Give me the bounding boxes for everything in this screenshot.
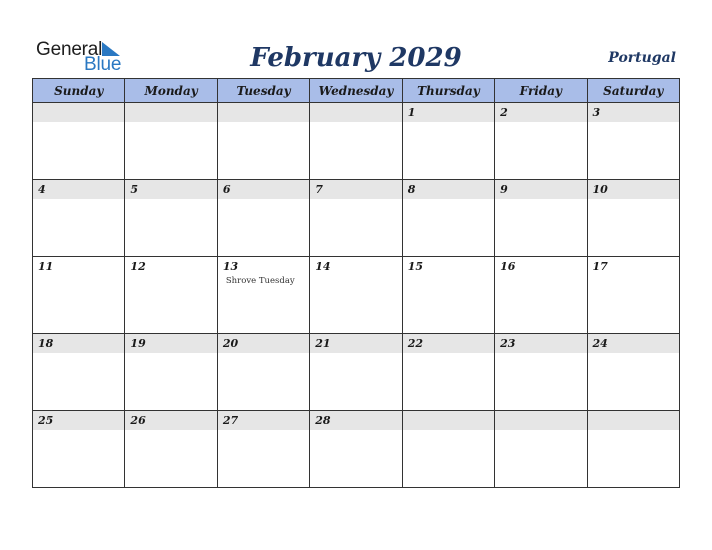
day-number: 23 (500, 337, 516, 350)
day-cell (310, 411, 402, 488)
week-row (33, 257, 680, 334)
day-number: 12 (130, 260, 146, 273)
day-cell (402, 180, 494, 257)
day-number: 20 (222, 337, 239, 350)
day-cell (125, 411, 217, 488)
day-cell (125, 180, 217, 257)
weekday-header: Sunday (33, 79, 125, 103)
day-cell (33, 103, 125, 180)
day-number: 26 (130, 414, 146, 427)
weekday-header: Saturday (587, 79, 679, 103)
day-cell (587, 334, 679, 411)
weekday-header: Monday (125, 79, 217, 103)
country-label: Portugal (608, 50, 676, 66)
day-number: 10 (592, 183, 608, 196)
week-row (33, 103, 680, 180)
day-cell (310, 257, 402, 334)
day-number: 14 (315, 260, 331, 273)
day-number: 18 (38, 337, 54, 350)
day-number: 8 (407, 183, 416, 196)
day-cell (495, 180, 587, 257)
day-number: 19 (130, 337, 146, 350)
day-number: 4 (38, 183, 46, 196)
weekday-header: Thursday (402, 79, 494, 103)
day-cell (587, 180, 679, 257)
day-cell (495, 411, 587, 488)
day-cell (33, 334, 125, 411)
day-cell (33, 257, 125, 334)
day-number: 21 (315, 337, 331, 350)
day-cell (217, 411, 309, 488)
logo-text-general: General (36, 39, 103, 60)
day-number: 11 (38, 260, 54, 273)
weekday-header: Wednesday (310, 79, 402, 103)
day-number: 1 (407, 106, 416, 119)
day-number: 15 (407, 260, 423, 273)
day-cell (33, 180, 125, 257)
weekday-header: Tuesday (217, 79, 309, 103)
day-cell (217, 180, 309, 257)
day-cell (495, 103, 587, 180)
day-number: 2 (500, 106, 508, 119)
day-cell (495, 257, 587, 334)
day-cell (402, 334, 494, 411)
day-number: 13 (222, 260, 239, 273)
day-cell (402, 103, 494, 180)
day-number: 9 (500, 183, 508, 196)
holiday-label: Shrove Tuesday (225, 276, 295, 286)
day-number: 3 (592, 106, 601, 119)
day-cell (217, 257, 309, 334)
day-number: 6 (222, 183, 231, 196)
day-number: 5 (130, 183, 139, 196)
day-cell (217, 334, 309, 411)
day-number: 7 (315, 183, 323, 196)
day-number: 16 (500, 260, 516, 273)
day-number: 25 (38, 414, 54, 427)
day-cell (402, 411, 494, 488)
day-cell (125, 103, 217, 180)
day-cell (402, 257, 494, 334)
day-number: 24 (592, 337, 608, 350)
week-row (33, 334, 680, 411)
day-cell (33, 411, 125, 488)
day-cell (125, 334, 217, 411)
day-number: 17 (592, 260, 608, 273)
day-cell (310, 103, 402, 180)
day-number: 27 (222, 414, 239, 427)
day-cell (310, 180, 402, 257)
day-cell (125, 257, 217, 334)
logo-text-blue: Blue (84, 54, 122, 75)
day-cell (310, 334, 402, 411)
week-row (33, 411, 680, 488)
weekday-header: Friday (495, 79, 587, 103)
calendar-title: February 2029 (250, 43, 462, 73)
day-cell (587, 103, 679, 180)
day-cell (587, 411, 679, 488)
day-cell (217, 103, 309, 180)
calendar-grid (32, 78, 680, 488)
day-number: 22 (407, 337, 423, 350)
day-cell (495, 334, 587, 411)
day-number: 28 (315, 414, 331, 427)
day-cell (587, 257, 679, 334)
weekday-header-row (33, 79, 680, 103)
week-row (33, 180, 680, 257)
